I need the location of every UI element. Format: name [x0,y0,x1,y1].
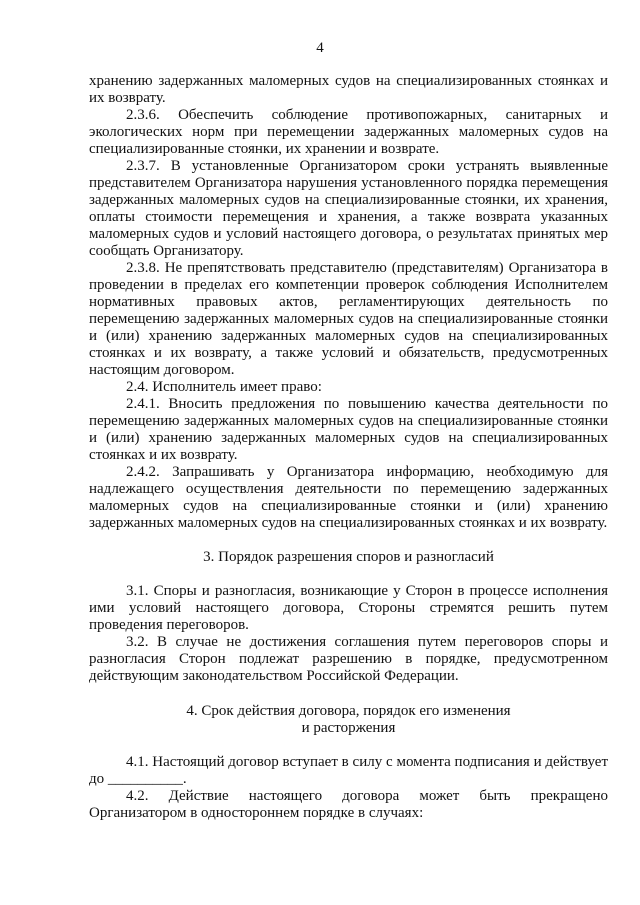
section-heading-4-line-2: и расторжения [301,720,396,736]
paragraph-4-2: 4.2. Действие настоящего договора может быть прекращено Организатором в одностороннем порядке в случаях: [89,788,608,821]
paragraph-3-2: 3.2. В случае не достижения соглашения путем переговоров споры и разногласия Сторон подлежат разрешению в порядке, предусмотренном действующим законодательством Российской Федерации. [89,634,608,684]
paragraph-2-4: 2.4. Исполнитель имеет право: [126,379,322,395]
paragraph-2-3-6: 2.3.6. Обеспечить соблюдение противопожарных, санитарных и экологических норм при перемещении задержанных маломерных судов на специализированные стоянки, их хранении и возврате. [89,107,608,157]
paragraph-2-3-8: 2.3.8. Не препятствовать представителю (представителям) Организатора в проведении в пределах его компетенции проверок соблюдения Исполнителем нормативных правовых актов, регламентирующих деятельность по перемещению задержанных маломерных судов на специализированные стоянки и (или) хранению задержанных маломерных судов на специализированных стоянках и их возврату, а также условий и обязательств, предусмотренных настоящим договором. [89,260,608,378]
section-heading-4-line-1: 4. Срок действия договора, порядок его изменения [186,703,511,719]
section-heading-3: 3. Порядок разрешения споров и разногласий [203,549,494,565]
paragraph-2-3-7: 2.3.7. В установленные Организатором сроки устранять выявленные представителем Организатора нарушения установленного порядка перемещения задержанных маломерных судов на специализированные стоянки, их хранения, оплаты стоимости перемещения и хранения, а также возврата указанных маломерных судов и условий настоящего договора, о результатах принятых мер сообщать Организатору. [89,158,608,259]
document-body [89,73,608,822]
paragraph-continuation: хранению задержанных маломерных судов на специализированных стоянках и их возврату. [89,73,608,106]
paragraph-4-1: 4.1. Настоящий договор вступает в силу с момента подписания и действует до __________. [89,754,608,787]
paragraph-2-4-1: 2.4.1. Вносить предложения по повышению качества деятельности по перемещению задержанных маломерных судов на специализированные стоянки и (или) хранению задержанных маломерных судов на специализированных стоянках и их возврату. [89,396,608,463]
paragraph-2-4-2: 2.4.2. Запрашивать у Организатора информацию, необходимую для надлежащего осуществления деятельности по перемещению задержанных маломерных судов на специализированные стоянки и (или) хранению задержанных маломерных судов на специализированных стоянках и их возврату. [89,464,608,531]
page-number: 4 [316,40,324,56]
paragraph-3-1: 3.1. Споры и разногласия, возникающие у Сторон в процессе исполнения ими условий настоящего договора, Стороны стремятся решить путем проведения переговоров. [89,583,608,633]
